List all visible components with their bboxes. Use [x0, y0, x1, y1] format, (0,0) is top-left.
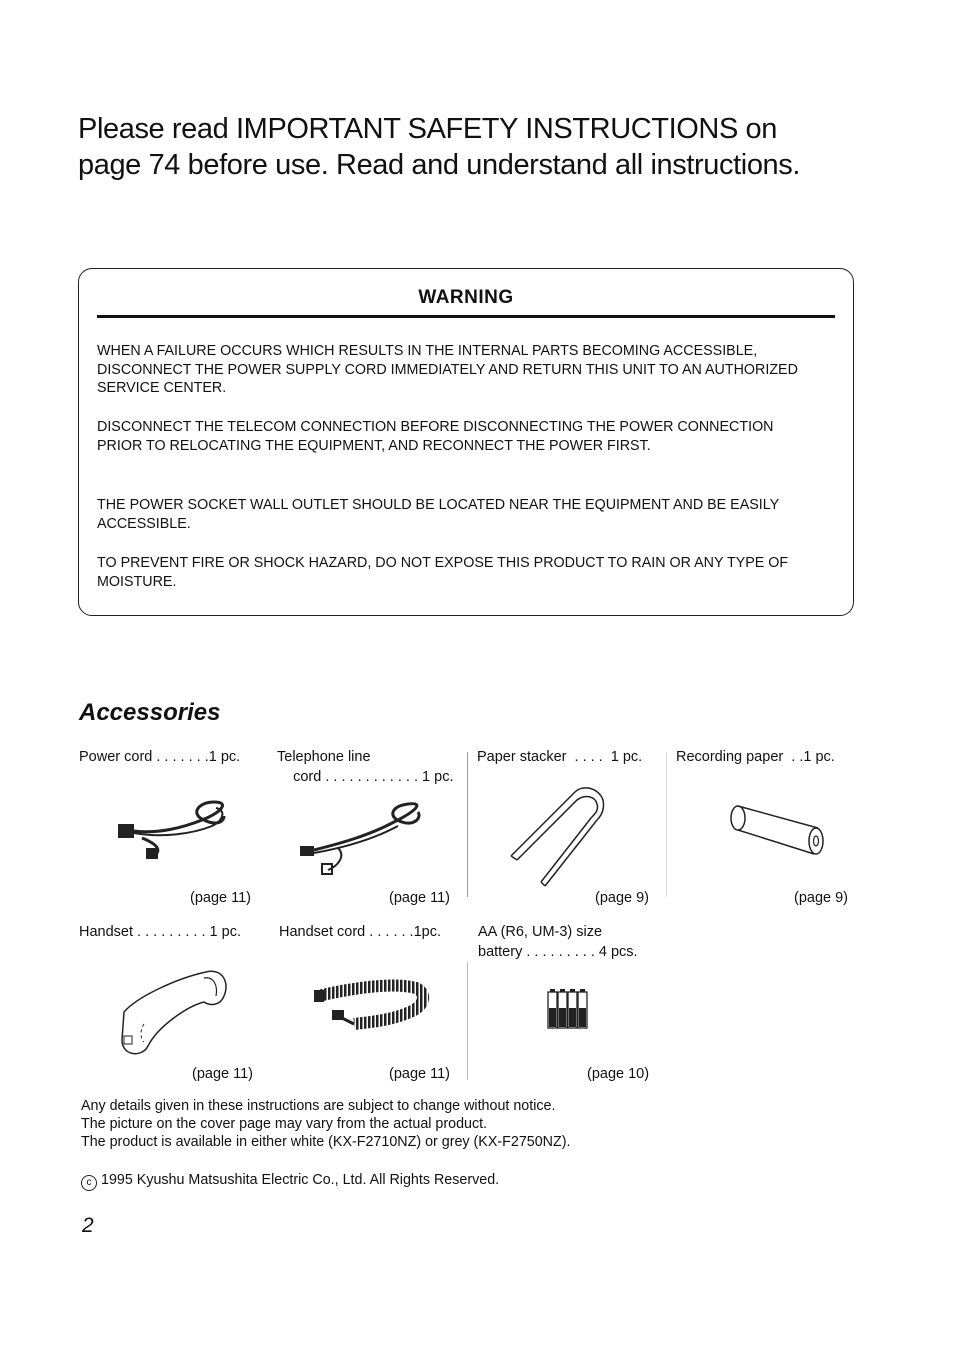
page-reference: (page 9)	[794, 890, 849, 906]
page-number: 2	[82, 1214, 94, 1237]
warning-paragraph-1: WHEN A FAILURE OCCURS WHICH RESULTS IN THE INTERNAL PARTS BECOMING ACCESSIBLE, DISCONNECT THE POWER SUPPLY CORD IMMEDIATELY AND RETURN THIS UNIT TO AN AUTHORIZED SERVICE CENTER.	[97, 343, 798, 396]
warning-paragraph-3: THE POWER SOCKET WALL OUTLET SHOULD BE LOCATED NEAR THE EQUIPMENT AND BE EASILY ACCESSIBLE.	[97, 497, 779, 532]
intro-line-1: Please read IMPORTANT SAFETY INSTRUCTIONS on	[78, 113, 778, 145]
page-reference: (page 11)	[389, 1066, 450, 1082]
accessory-power-cord	[79, 748, 240, 768]
accessories-heading: Accessories	[79, 699, 221, 726]
page-reference: (page 10)	[587, 1066, 650, 1082]
note-color-availability: The product is available in either white (KX-F2710NZ) or grey (KX-F2750NZ).	[81, 1134, 571, 1150]
page-reference: (page 11)	[190, 890, 251, 906]
copyright-text: 1995 Kyushu Matsushita Electric Co., Ltd. All Rights Reserved.	[101, 1172, 500, 1188]
handset-cord-icon	[312, 978, 430, 1034]
page-reference: (page 9)	[595, 890, 650, 906]
accessory-handset-cord	[279, 923, 441, 943]
safety-instructions-heading	[78, 111, 898, 183]
accessory-aa-battery	[478, 923, 638, 962]
note-change-notice: Any details given in these instructions are subject to change without notice.	[81, 1098, 556, 1114]
warning-paragraph-2: DISCONNECT THE TELECOM CONNECTION BEFORE DISCONNECTING THE POWER CONNECTION PRIOR TO RELOCATING THE EQUIPMENT, AND RECONNECT THE POWER FIRST.	[97, 419, 774, 454]
warning-box	[78, 268, 854, 616]
paper-stacker-icon	[507, 786, 617, 892]
copyright-symbol: c	[81, 1175, 97, 1191]
accessory-telephone-line-cord	[277, 748, 453, 787]
accessory-label: Power cord . . . . . . .1 pc.	[79, 749, 241, 765]
accessory-handset	[79, 923, 241, 943]
accessory-label: Paper stacker . . . . 1 pc.	[477, 749, 643, 765]
telephone-line-cord-icon	[298, 800, 428, 878]
accessory-label: Recording paper . .1 pc.	[676, 749, 835, 765]
accessory-label: AA (R6, UM-3) size	[478, 924, 603, 940]
column-divider	[467, 962, 468, 1080]
aa-batteries-icon	[546, 988, 592, 1030]
accessory-paper-stacker	[477, 748, 642, 768]
accessory-label: Handset cord . . . . . .1pc.	[279, 924, 441, 940]
accessory-label-continued: battery . . . . . . . . . 4 pcs.	[478, 943, 638, 960]
page-reference: (page 11)	[389, 890, 450, 906]
accessory-recording-paper	[676, 748, 835, 768]
recording-paper-roll-icon	[726, 804, 832, 858]
warning-paragraph-4: TO PREVENT FIRE OR SHOCK HAZARD, DO NOT EXPOSE THIS PRODUCT TO RAIN OR ANY TYPE OF MOISTURE.	[97, 555, 789, 590]
warning-title: WARNING	[97, 287, 835, 318]
page-reference: (page 11)	[192, 1066, 253, 1082]
accessory-label-continued: cord . . . . . . . . . . . . 1 pc.	[277, 768, 454, 785]
accessory-label: Handset . . . . . . . . . 1 pc.	[79, 924, 241, 940]
handset-icon	[118, 966, 233, 1058]
copyright-notice	[81, 1172, 499, 1191]
column-divider	[666, 752, 667, 897]
accessory-label: Telephone line	[277, 749, 371, 765]
power-cord-icon	[112, 798, 237, 862]
intro-line-2: page 74 before use. Read and understand all instructions.	[78, 149, 801, 181]
column-divider	[467, 752, 468, 897]
note-cover-picture: The picture on the cover page may vary from the actual product.	[81, 1116, 488, 1132]
